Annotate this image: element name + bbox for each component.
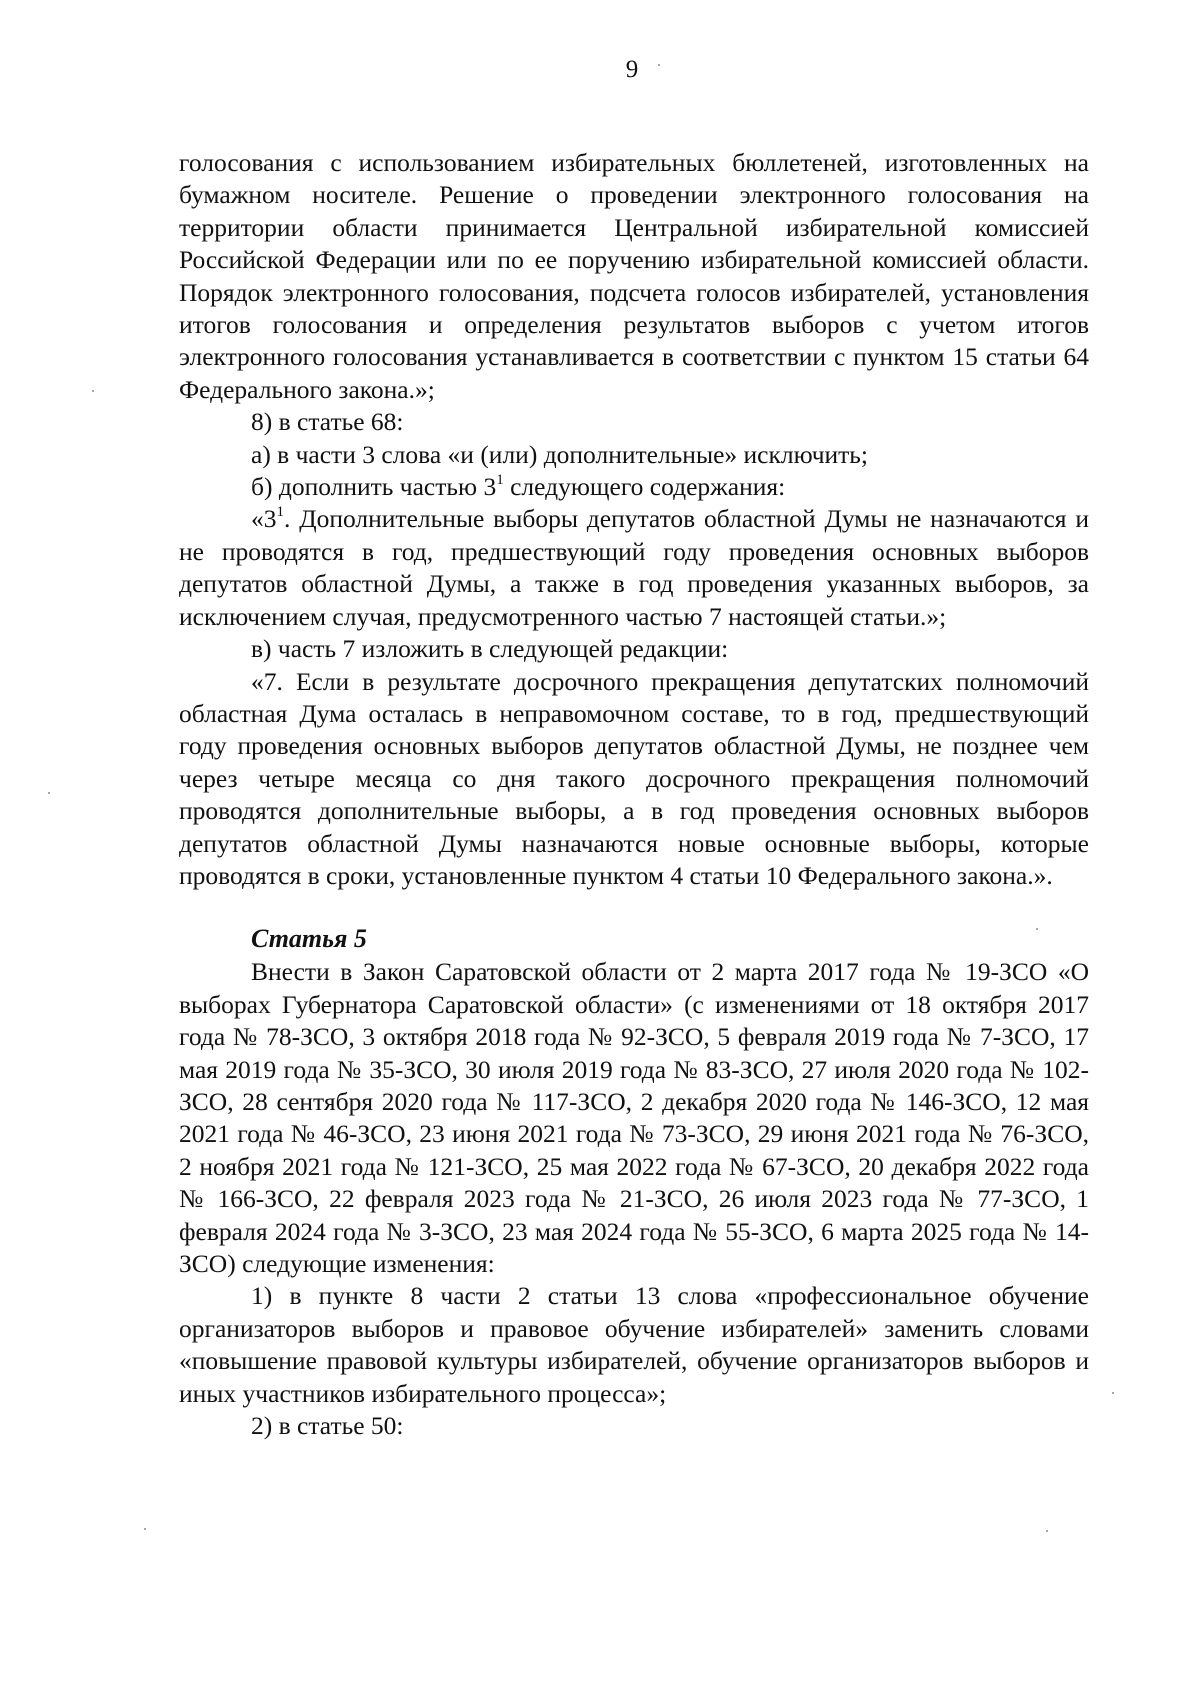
page-number: 9 <box>625 56 639 83</box>
scan-speck <box>92 390 94 392</box>
paragraph-article-68-v: в) часть 7 изложить в следующей редакции: <box>251 634 729 664</box>
paragraph-article-68-b <box>179 471 1089 503</box>
scan-speck <box>48 792 50 794</box>
scan-speck <box>1036 928 1038 930</box>
paragraph-part-3-1-start: «3 <box>251 504 277 534</box>
paragraph-electronic-voting: голосования с использованием избирательных бюллетеней, изготовленных на бумажном носителе. Решение о проведении электронного голосования на территории области принимается Центральной избирательной комиссией Российской Федерации или по ее поручению избирательной комиссией области. Порядок электронного голосования, подсчета голосов избирателей, установления итогов голосования и определения результатов выборов с учетом итогов электронного голосования устанавливается в соответствии с пунктом 15 статьи 64 Федерального закона.»; <box>179 148 1089 404</box>
scan-speck <box>658 64 660 66</box>
paragraph-article-68-intro: 8) в статье 68: <box>251 407 404 437</box>
paragraph-article-5-intro: Внести в Закон Саратовской области от 2 марта 2017 года № 19-ЗСО «О выборах Губернатора Саратовской области» (с изменениями от 18 октября 2017 года № 78-ЗСО, 3 октября 2018 года № 92-ЗСО, 5 февраля 2019 года № 7-ЗСО, 17 мая 2019 года № 35-ЗСО, 30 июля 2019 года № 83-ЗСО, 27 июля 2020 года № 102-ЗСО, 28 сентября 2020 года № 117-ЗСО, 2 декабря 2020 года № 146-ЗСО, 12 мая 2021 года № 46-ЗСО, 23 июня 2021 года № 73-ЗСО, 29 июня 2021 года № 76-ЗСО, 2 ноября 2021 года № 121-ЗСО, 25 мая 2022 года № 67-ЗСО, 20 декабря 2022 года № 166-ЗСО, 22 февраля 2023 года № 21-ЗСО, 26 июля 2023 года № 77-ЗСО, 1 февраля 2024 года № 3-ЗСО, 23 мая 2024 года № 55-ЗСО, 6 марта 2025 года № 14-ЗСО) следующие изменения: <box>179 957 1089 1278</box>
paragraph-article-68-b-text-end: следующего содержания: <box>503 472 786 502</box>
paragraph-article-68-a: а) в части 3 слова «и (или) дополнительные» исключить; <box>251 439 869 469</box>
paragraph-part-7-text: «7. Если в результате досрочного прекращения депутатских полномочий областная Дума осталась в неправомочном составе, то в год, предшествующий году проведения основных выборов депутатов областной Думы, не позднее чем через четыре месяца со дня такого досрочного прекращения полномочий проводятся дополнительные выборы, а в год проведения основных выборов депутатов областной Думы назначаются новые основные выборы, которые проводятся в сроки, установленные пунктом 4 статьи 10 Федерального закона.». <box>179 666 1089 890</box>
superscript-index: 1 <box>496 472 504 489</box>
scan-speck <box>1046 1530 1048 1532</box>
document-body <box>179 147 1089 1442</box>
superscript-index: 1 <box>276 504 284 521</box>
scan-speck <box>144 1528 146 1530</box>
article-heading: Статья 5 <box>251 924 367 954</box>
paragraph-part-3-1-text <box>179 503 1089 633</box>
paragraph-part-3-1-end: . Дополнительные выборы депутатов областной Думы не назначаются и не проводятся в год, предшествующий году проведения основных выборов депутатов областной Думы, а также в год проведения указанных выборов, за исключением случая, предусмотренного частью 7 настоящей статьи.»; <box>179 504 1089 631</box>
paragraph-article-5-item-1: 1) в пункте 8 части 2 статьи 13 слова «профессиональное обучение организаторов выборов и правовое обучение избирателей» заменить словами «повышение правовой культуры избирателей, обучение организаторов выборов и иных участников избирательного процесса»; <box>179 1281 1089 1408</box>
scan-speck <box>1112 1392 1114 1394</box>
paragraph-article-5-item-2: 2) в статье 50: <box>251 1411 404 1441</box>
paragraph-article-68-b-text-start: б) дополнить частью 3 <box>251 472 497 502</box>
